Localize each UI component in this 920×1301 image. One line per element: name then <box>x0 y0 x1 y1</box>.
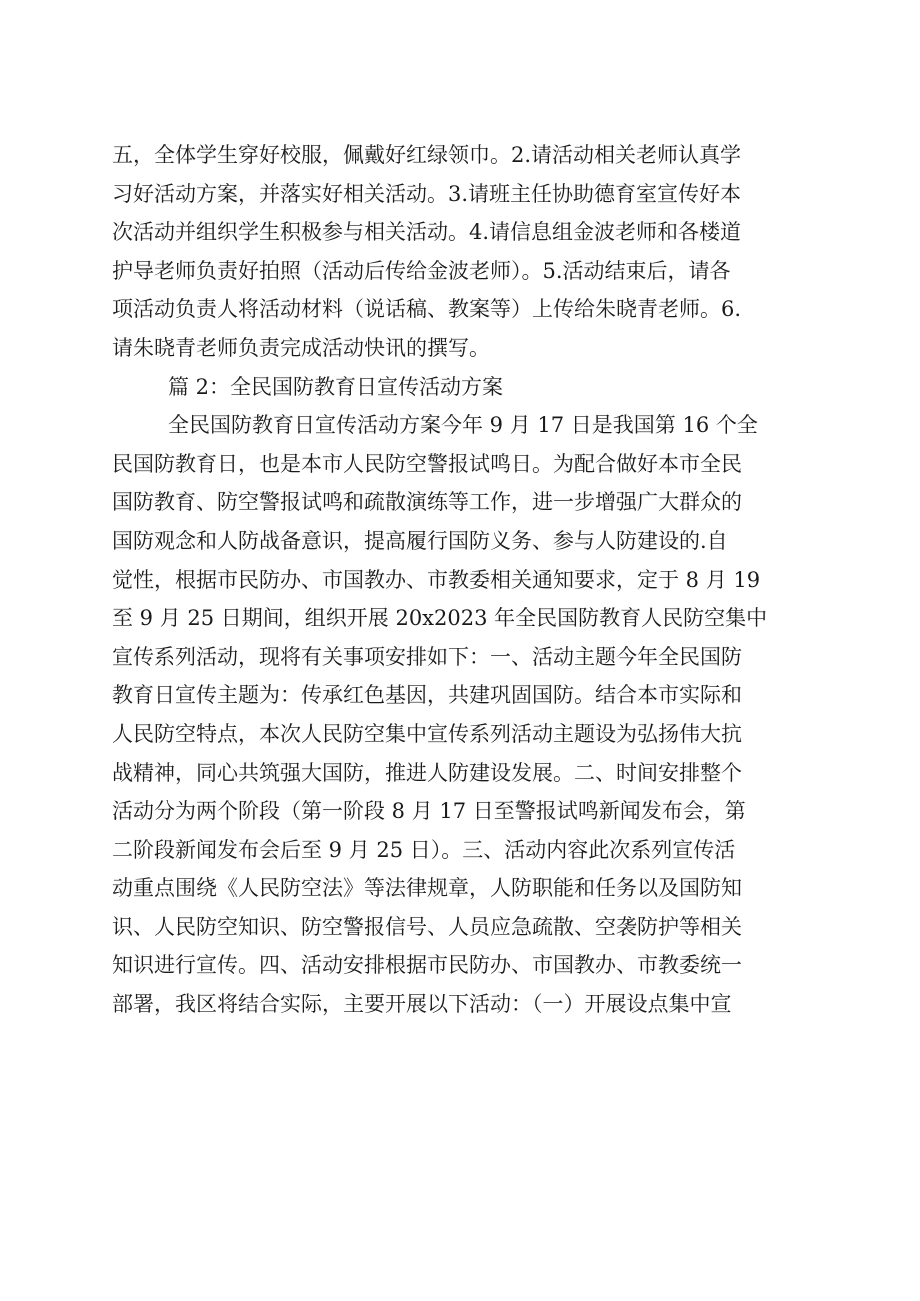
text-line: 项活动负责人将活动材料（说话稿、教案等）上传给朱晓青老师。6. <box>112 297 742 322</box>
text-line: 请朱晓青老师负责完成活动快讯的撰写。 <box>112 335 490 360</box>
section-heading-wrap <box>112 368 812 407</box>
text-line: 觉性，根据市民防办、市国教办、市教委相关通知要求，定于 8 月 19 <box>112 567 761 592</box>
text-line: 次活动并组织学生积极参与相关活动。4.请信息组金波老师和各楼道 <box>112 220 742 245</box>
text-line: 全民国防教育日宣传活动方案今年 9 月 17 日是我国第 16 个全 <box>168 413 758 438</box>
paragraph-continued <box>112 136 812 368</box>
text-line: 习好活动方案，并落实好相关活动。3.请班主任协助德育室宣传好本 <box>112 181 742 206</box>
section-heading: 篇 2：全民国防教育日宣传活动方案 <box>168 374 504 399</box>
text-line: 国防教育、防空警报试鸣和疏散演练等工作，进一步增强广大群众的 <box>112 490 742 515</box>
paragraph-main <box>112 406 812 1024</box>
document-body <box>112 136 812 1024</box>
text-line: 护导老师负责好拍照（活动后传给金波老师）。5.活动结束后，请各 <box>112 258 731 283</box>
text-line: 二阶段新闻发布会后至 9 月 25 日）。三、活动内容此次系列宣传活 <box>112 837 736 862</box>
text-line: 识、人民防空知识、防空警报信号、人员应急疏散、空袭防护等相关 <box>112 914 742 939</box>
text-line: 民国防教育日，也是本市人民防空警报试鸣日。为配合做好本市全民 <box>112 451 742 476</box>
text-line: 教育日宣传主题为：传承红色基因，共建巩固国防。结合本市实际和 <box>112 683 742 708</box>
text-line: 战精神，同心共筑强大国防，推进人防建设发展。二、时间安排整个 <box>112 760 742 785</box>
text-line: 人民防空特点，本次人民防空集中宣传系列活动主题设为弘扬伟大抗 <box>112 721 742 746</box>
text-line: 国防观念和人防战备意识，提高履行国防义务、参与人防建设的.自 <box>112 528 728 553</box>
text-line: 知识进行宣传。四、活动安排根据市民防办、市国教办、市教委统一 <box>112 953 742 978</box>
text-line: 动重点围绕《人民防空法》等法律规章，人防职能和任务以及国防知 <box>112 876 742 901</box>
text-line: 活动分为两个阶段（第一阶段 8 月 17 日至警报试鸣新闻发布会，第 <box>112 799 746 824</box>
text-line: 至 9 月 25 日期间，组织开展 20x2023 年全民国防教育人民防空集中 <box>112 606 768 631</box>
text-line: 宣传系列活动，现将有关事项安排如下：一、活动主题今年全民国防 <box>112 644 742 669</box>
text-line: 五，全体学生穿好校服，佩戴好红绿领巾。2.请活动相关老师认真学 <box>112 143 742 167</box>
text-line: 部署，我区将结合实际，主要开展以下活动：（一）开展设点集中宣 <box>112 992 732 1017</box>
